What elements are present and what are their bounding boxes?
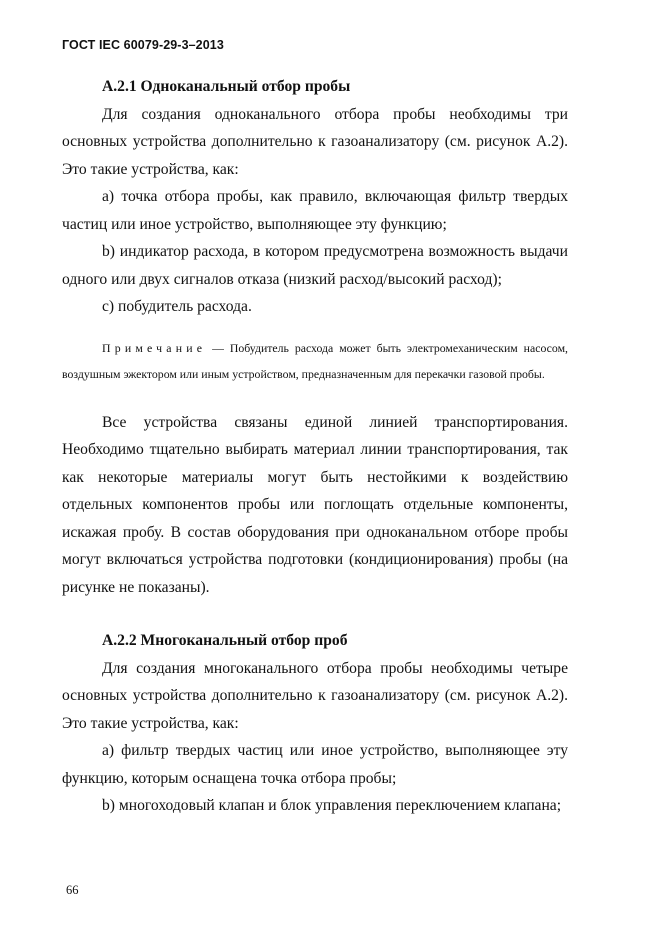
list-item-a22-a: a) фильтр твердых частиц или иное устройство, выполняющее эту функцию, которым оснащена точка отбора пробы; xyxy=(62,742,568,787)
section-heading-a22: А.2.2 Многоканальный отбор проб xyxy=(102,632,348,649)
note-label: Примечание xyxy=(102,340,207,355)
standard-header: ГОСТ IEC 60079-29-3–2013 xyxy=(62,38,224,52)
list-item-a21-a: a) точка отбора пробы, как правило, включающая фильтр твердых частиц или иное устройство, выполняющее эту функцию; xyxy=(62,188,568,233)
section-heading-a21: А.2.1 Одноканальный отбор пробы xyxy=(102,78,351,95)
paragraph-intro-a21: Для создания одноканального отбора пробы необходимы три основных устройства дополнительно к газоанализатору (см. рисунок А.2). Это такие устройства, как: xyxy=(62,105,568,178)
note-text: — Побудитель расхода может быть электромеханическим насосом, воздушным эжектором или иным устройством, предназначенным для перекачки газовой пробы. xyxy=(62,340,568,381)
document-body xyxy=(62,73,568,820)
list-item-a22-b: b) многоходовый клапан и блок управления переключением клапана; xyxy=(102,797,562,814)
paragraph-transport-line: Все устройства связаны единой линией транспортирования. Необходимо тщательно выбирать материал линии транспортирования, так как некоторые материалы могут быть нестойкими к воздействию отдельных компонентов пробы или поглощать отдельные компоненты, искажая пробу. В состав оборудования при одноканальном отборе пробы могут включаться устройства подготовки (кондиционирования) пробы (на рисунке не показаны). xyxy=(62,413,568,596)
note-block xyxy=(62,335,568,387)
list-item-a21-b: b) индикатор расхода, в котором предусмотрена возможность выдачи одного или двух сигналов отказа (низкий расход/высокий расход); xyxy=(62,243,568,288)
paragraph-intro-a22: Для создания многоканального отбора пробы необходимы четыре основных устройства дополнительно к газоанализатору (см. рисунок А.2). Это такие устройства, как: xyxy=(62,659,568,732)
page-number: 66 xyxy=(66,883,79,897)
list-item-a21-c: c) побудитель расхода. xyxy=(102,298,252,315)
section-spacer xyxy=(62,601,568,627)
